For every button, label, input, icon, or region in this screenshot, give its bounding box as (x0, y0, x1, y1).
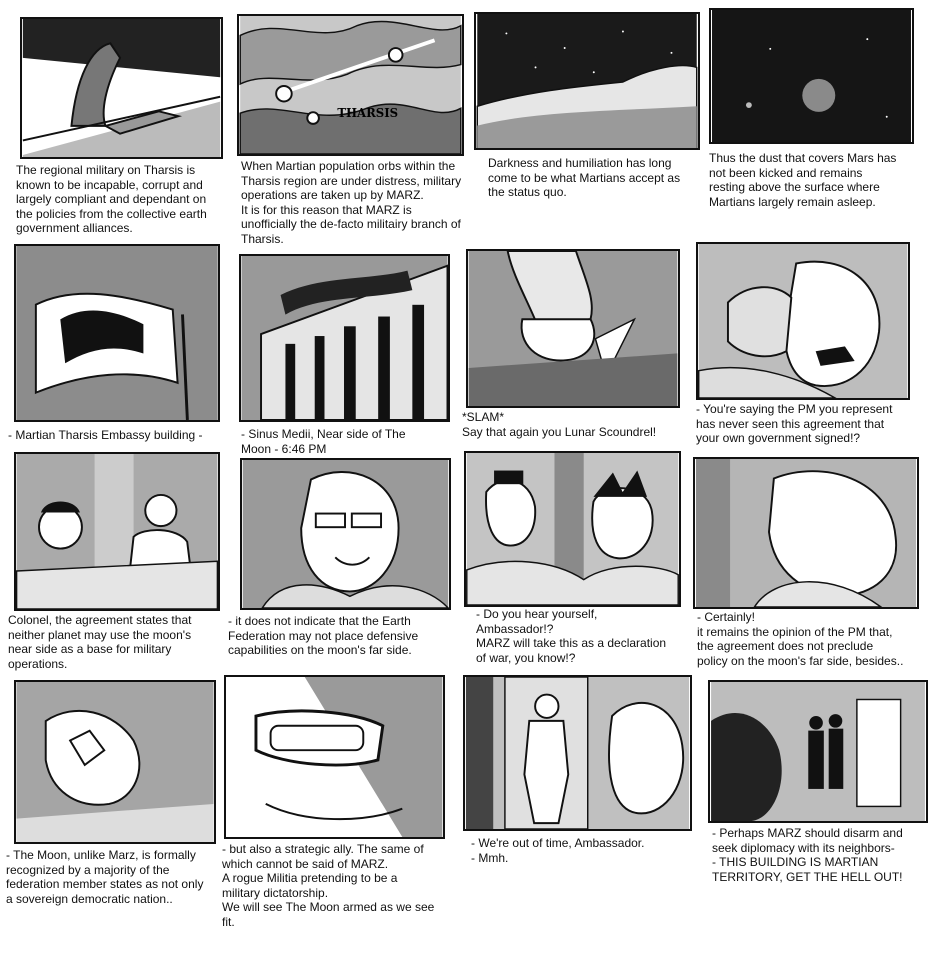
caption-5: - Martian Tharsis Embassy building - (8, 428, 203, 442)
caption-6: - Sinus Medii, Near side of The Moon - 6:46 PM (241, 427, 406, 456)
colonel-desk-drawing (16, 454, 218, 609)
doorway-drawing (465, 677, 690, 829)
panel-16-silhouettes (708, 680, 928, 823)
caption-11: - Do you hear yourself, Ambassador!? MARZ will take this as a declaration of war, you know!? (476, 607, 667, 665)
mars-ship-drawing (22, 19, 221, 157)
ambassador-face-drawing (242, 460, 449, 608)
panel-5-embassy-flag (14, 244, 220, 422)
panel-11-two-officers (464, 451, 681, 607)
caption-9: Colonel, the agreement states that neither planet may use the moon's near side as a base for military operations. (8, 613, 192, 671)
panel-1-mars-ship (20, 17, 223, 159)
moon-building-drawing (241, 256, 448, 420)
ambassador-back-drawing (695, 459, 917, 607)
caption-15: - We're out of time, Ambassador. - Mmh. (471, 836, 645, 865)
two-officers-drawing (466, 453, 679, 605)
slam-fist-drawing (468, 251, 678, 406)
caption-8: - You're saying the PM you represent has never seen this agreement that your own government signed!? (696, 402, 893, 445)
panel-14-glasses-closeup (224, 675, 445, 839)
caption-10: - it does not indicate that the Earth Federation may not place defensive capabilities on the moon's far side. (228, 614, 419, 657)
glasses-closeup-drawing (226, 677, 443, 837)
silhouettes-drawing (710, 682, 926, 821)
dust-planet-drawing (711, 10, 912, 142)
embassy-flag-drawing (16, 246, 218, 420)
panel-8-angry-colonel (696, 242, 910, 400)
panel-13-hand-closeup (14, 680, 216, 844)
tharsis-label: THARSIS (337, 106, 399, 121)
panel-7-slam-fist (466, 249, 680, 408)
panel-4-dust-planet (709, 8, 914, 144)
panel-15-doorway (463, 675, 692, 831)
angry-colonel-drawing (698, 244, 908, 398)
panel-10-ambassador-face (240, 458, 451, 610)
caption-3: Darkness and humiliation has long come to be what Martians accept as the status quo. (488, 156, 681, 199)
hand-closeup-drawing (16, 682, 214, 842)
dark-horizon-drawing (476, 14, 698, 148)
panel-6-moon-building (239, 254, 450, 422)
caption-12: - Certainly! it remains the opinion of the PM that, the agreement does not preclude policy on the moon's far side, besides.. (697, 610, 904, 668)
tharsis-map-drawing (239, 16, 462, 154)
caption-7: *SLAM* Say that again you Lunar Scoundrel! (462, 410, 657, 439)
panel-12-ambassador-back (693, 457, 919, 609)
caption-2: When Martian population orbs within the Tharsis region are under distress, military operations are taken up by MARZ. It is for this reason that MARZ is unofficially the de-facto militairy branch of Tharsis. (241, 159, 462, 246)
panel-9-colonel-desk (14, 452, 220, 611)
panel-3-dark-horizon (474, 12, 700, 150)
caption-13: - The Moon, unlike Marz, is formally recognized by a majority of the federation member states as not only a sovereign democratic nation.. (6, 848, 204, 906)
caption-14: - but also a strategic ally. The same of which cannot be said of MARZ. A rogue Militia pretending to be a military dictatorship. We will see The Moon armed as we see fit. (222, 842, 435, 929)
caption-4: Thus the dust that covers Mars has not been kicked and remains resting above the surface where Martians largely remain asleep. (709, 151, 897, 209)
caption-1: The regional military on Tharsis is known to be incapable, corrupt and largely compliant and dependant on the policies from the collective earth government alliances. (16, 163, 207, 235)
panel-2-tharsis-map (237, 14, 464, 156)
caption-16: - Perhaps MARZ should disarm and seek diplomacy with its neighbors- - THIS BUILDING IS MARTIAN TERRITORY, GET THE HELL OUT! (712, 826, 903, 884)
